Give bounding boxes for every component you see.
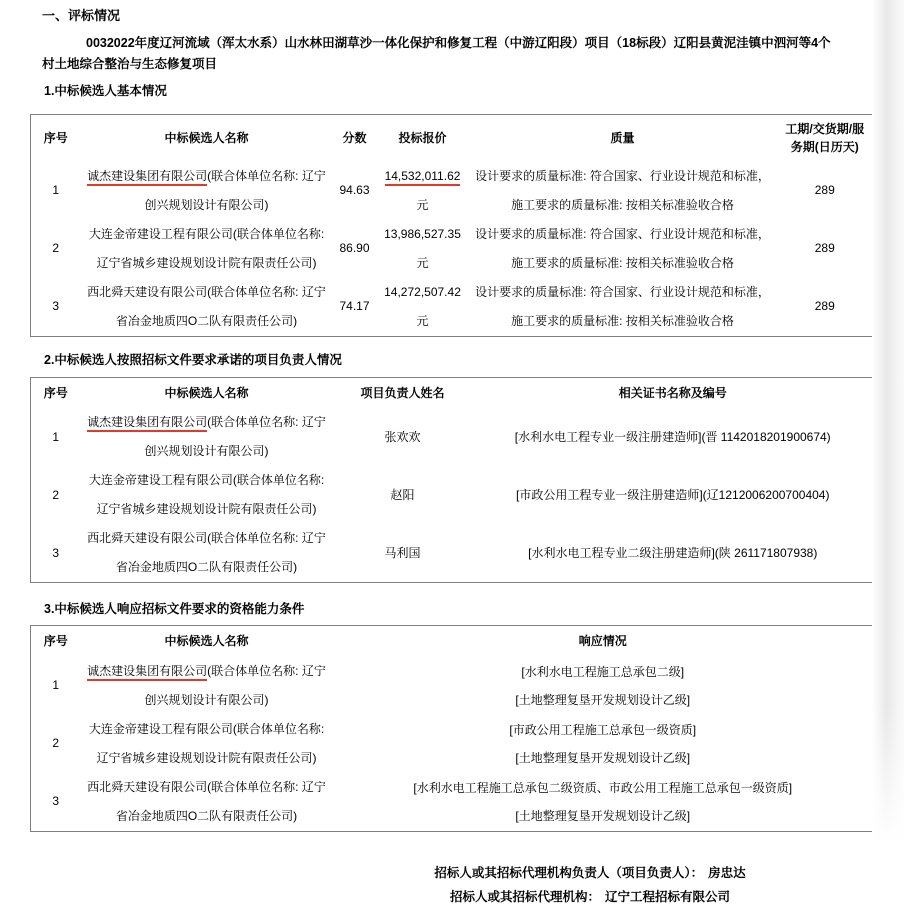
- col-header-quality: 质量: [610, 131, 635, 146]
- response-line: [土地整理复垦开发规划设计乙级]: [515, 692, 691, 707]
- bid-price-unit: 元: [416, 197, 429, 212]
- response-line: [土地整理复垦开发规划设计乙级]: [515, 750, 691, 765]
- project-description: 0032022年度辽河流域（浑太水系）山水林田湖草沙一体化保护和修复工程（中游辽阳段）项目（18标段）辽阳县黄泥洼镇中泗河等4个村土地综合整治与生态修复项目: [42, 36, 831, 71]
- rank-cell: 3: [52, 299, 60, 313]
- table-row: [31, 715, 874, 773]
- section-heading-3: 3.中标候选人响应招标文件要求的资格能力条件: [44, 602, 305, 616]
- qualification-response-table: [30, 625, 874, 832]
- bid-price-unit: 元: [416, 313, 429, 328]
- response-line: [水利水电工程施工总承包二级资质、市政公用工程施工总承包一级资质]: [413, 780, 793, 795]
- response-cell: [333, 773, 874, 832]
- footer-signature-block: [293, 861, 887, 909]
- tender-agency-line: [293, 885, 887, 909]
- rank-cell: 2: [52, 241, 60, 255]
- bidder-name-rest: (联合体单位名称: 辽宁省冶金地质四O二队有限责任公司): [115, 779, 326, 823]
- bid-price-unit: 元: [416, 255, 429, 270]
- table-row: [31, 408, 874, 466]
- response-cell: [333, 715, 874, 773]
- rank-cell: 1: [52, 429, 60, 444]
- page-title: 一、评标情况: [42, 8, 121, 23]
- col-header-certificate: 相关证书名称及编号: [618, 385, 727, 400]
- section-heading-1: 1.中标候选人基本情况: [44, 84, 167, 98]
- rank-cell: 2: [52, 736, 60, 750]
- red-underline-annotation: 诚杰建设集团有限公司: [87, 169, 207, 186]
- table-row: [31, 162, 874, 220]
- col-header-bidder-name: 中标候选人名称: [164, 634, 249, 649]
- bidders-basic-info-table: [30, 114, 874, 337]
- bidder-name-main: 大连金帝建设工程有限公司: [88, 473, 233, 487]
- bidder-name-rest: (联合体单位名称: 辽宁省冶金地质四O二队有限责任公司): [115, 531, 326, 574]
- col-header-rank: 序号: [43, 634, 68, 649]
- bidder-name-main: 西北舜天建设有限公司: [87, 531, 208, 545]
- bidder-name-rest: (联合体单位名称: 辽宁创兴规划设计有限公司): [144, 663, 326, 707]
- tenderer-responsible-person-label: 招标人或其招标代理机构负责人（项目负责人）：: [434, 865, 704, 880]
- bidder-name-rest: (联合体单位名称: 辽宁省冶金地质四O二队有限责任公司): [115, 284, 326, 328]
- bidder-name-cell: [81, 524, 333, 583]
- bid-amount: 14,272,507.42: [384, 284, 461, 299]
- quality-cell: 设计要求的质量标准: 符合国家、行业设计规范和标准，施工要求的质量标准: 按相关标准验收合格: [475, 226, 770, 270]
- rank-cell: 2: [52, 487, 60, 502]
- col-header-bidder-name: 中标候选人名称: [164, 385, 249, 400]
- response-line: [市政公用工程施工总承包一级资质]: [509, 722, 697, 737]
- certificate-cell: [市政公用工程专业一级注册建造师](辽1212006200700404): [516, 487, 830, 502]
- bidder-name-main: 大连金帝建设工程有限公司: [88, 226, 233, 241]
- bidder-name-cell: [81, 657, 333, 715]
- bidder-name-cell: [81, 466, 333, 524]
- bidder-name-rest: (联合体单位名称: 辽宁创兴规划设计有限公司): [144, 415, 326, 458]
- quality-cell: 设计要求的质量标准: 符合国家、行业设计规范和标准，施工要求的质量标准: 按相关标准验收合格: [475, 284, 770, 328]
- table-header-row: [31, 626, 874, 657]
- score-cell: 86.90: [339, 241, 370, 255]
- bidder-name-cell: [81, 162, 333, 220]
- bidder-name-cell: [81, 278, 333, 337]
- bidder-name-cell: [81, 773, 333, 832]
- table-row: [31, 524, 874, 583]
- project-managers-table: [30, 377, 874, 584]
- tender-agency-label: 招标人或其招标代理机构：: [449, 889, 600, 904]
- tenderer-responsible-person-line: [293, 861, 887, 885]
- col-header-response: 响应情况: [578, 634, 627, 649]
- tender-agency-value: 辽宁工程招标有限公司: [605, 889, 731, 904]
- tenderer-responsible-person-value: 房忠达: [708, 865, 746, 880]
- table-row: [31, 773, 874, 832]
- col-header-bidder-name: 中标候选人名称: [164, 131, 249, 146]
- bidder-name-cell: [81, 715, 333, 773]
- bidder-name-rest: (联合体单位名称: 辽宁创兴规划设计有限公司): [144, 168, 326, 212]
- col-header-rank: 序号: [43, 385, 68, 400]
- bidder-name-rest: (联合体单位名称: 辽宁省城乡建设规划设计院有限责任公司): [96, 226, 325, 270]
- bid-amount: 13,986,527.35: [384, 226, 461, 241]
- table-row: [31, 278, 874, 337]
- section-heading-2: 2.中标候选人按照招标文件要求承诺的项目负责人情况: [44, 352, 342, 367]
- period-cell: 289: [814, 183, 835, 197]
- certificate-cell: [水利水电工程专业二级注册建造师](陕 261171807938): [528, 545, 818, 560]
- table-header-row: [31, 377, 874, 408]
- bidder-name-rest: (联合体单位名称: 辽宁省城乡建设规划设计院有限责任公司): [96, 721, 325, 765]
- col-header-manager: 项目负责人姓名: [360, 385, 445, 400]
- manager-name-cell: 马利国: [384, 545, 421, 560]
- period-cell: 289: [814, 299, 835, 313]
- score-cell: 74.17: [339, 299, 370, 313]
- bidder-name-cell: [81, 408, 333, 466]
- red-underline-annotation: 诚杰建设集团有限公司: [87, 415, 207, 432]
- manager-name-cell: 赵阳: [390, 487, 415, 502]
- table-header-row: [31, 115, 874, 162]
- bidder-name-main: 大连金帝建设工程有限公司: [88, 721, 233, 736]
- certificate-cell: [水利水电工程专业一级注册建造师](晋 1142018201900674): [514, 429, 831, 444]
- col-header-score: 分数: [342, 131, 367, 146]
- red-underline-annotation: 诚杰建设集团有限公司: [87, 664, 207, 681]
- rank-cell: 1: [52, 183, 60, 197]
- col-header-period: 工期/交货期/服务期(日历天): [785, 122, 865, 155]
- bidder-name-cell: [81, 220, 333, 278]
- period-cell: 289: [814, 241, 835, 255]
- rank-cell: 3: [52, 545, 60, 560]
- bidder-name-rest: (联合体单位名称: 辽宁省城乡建设规划设计院有限责任公司): [96, 473, 325, 516]
- table-row: [31, 220, 874, 278]
- col-header-rank: 序号: [43, 131, 68, 146]
- bidder-name-main: 西北舜天建设有限公司: [87, 779, 208, 794]
- response-cell: [333, 657, 874, 715]
- response-line: [水利水电工程施工总承包二级]: [521, 664, 685, 679]
- score-cell: 94.63: [339, 183, 370, 197]
- rank-cell: 1: [52, 678, 60, 692]
- table-row: [31, 657, 874, 715]
- manager-name-cell: 张欢欢: [384, 429, 421, 444]
- bid-price-cell: [377, 162, 469, 220]
- bid-price-cell: [377, 278, 469, 337]
- table-row: [31, 466, 874, 524]
- red-underline-annotation: 14,532,011.62: [385, 169, 461, 186]
- rank-cell: 3: [52, 794, 60, 808]
- response-line: [土地整理复垦开发规划设计乙级]: [515, 808, 691, 823]
- bid-price-cell: [377, 220, 469, 278]
- col-header-bid-price: 投标报价: [398, 131, 447, 146]
- quality-cell: 设计要求的质量标准: 符合国家、行业设计规范和标准，施工要求的质量标准: 按相关标准验收合格: [475, 168, 770, 212]
- bidder-name-main: 西北舜天建设有限公司: [87, 284, 208, 299]
